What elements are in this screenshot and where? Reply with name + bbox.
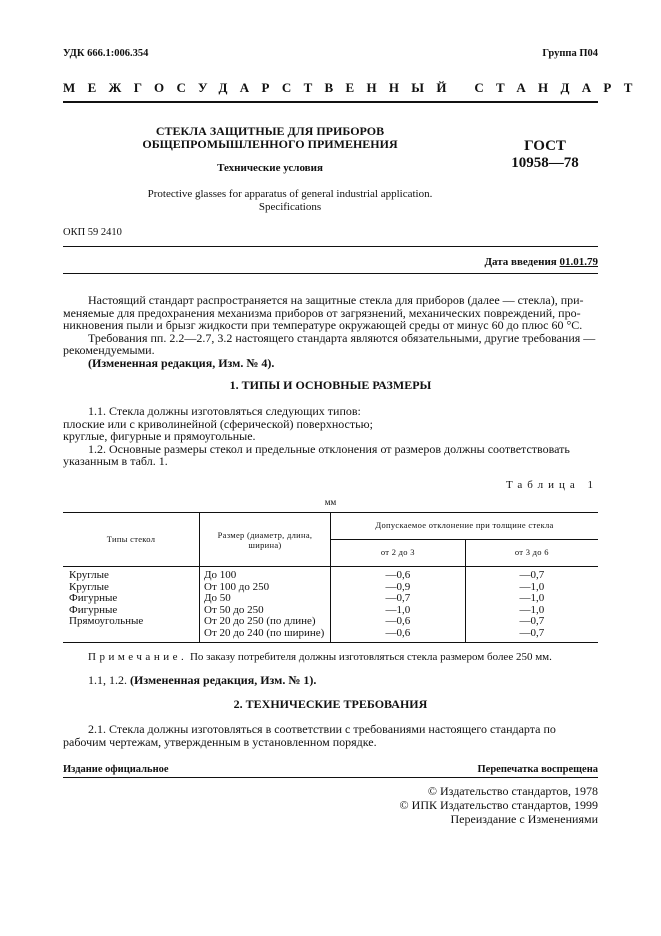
table-note bbox=[88, 651, 552, 663]
banner-rule bbox=[63, 101, 598, 103]
cell-size: От 100 до 250 bbox=[200, 582, 331, 594]
intro-date bbox=[484, 256, 598, 268]
udk-code: УДК 666.1:006.354 bbox=[63, 48, 149, 59]
header-thickness-1: от 2 до 3 bbox=[331, 540, 466, 567]
gost-number: 10958—78 bbox=[511, 155, 579, 171]
intro-paragraph bbox=[63, 294, 598, 369]
cell-t2: —0,7 bbox=[519, 626, 545, 639]
cell-type: Круглые bbox=[63, 567, 200, 582]
section-1-line: 1.1. Стекла должны изготовляться следующих типов: bbox=[88, 404, 361, 418]
note-text: По заказу потребителя должны изготовляться стекла размером более 250 мм. bbox=[189, 651, 552, 663]
okp-rule bbox=[63, 246, 598, 247]
cell-t1: —0,6 bbox=[331, 628, 466, 643]
cell-type: Прямоугольные bbox=[63, 616, 200, 628]
section-1-line: плоские или с криволинейной (сферической) поверхностью; bbox=[63, 416, 373, 431]
cell-type: Фигурные bbox=[63, 593, 200, 605]
cell-t1: —0,7 bbox=[331, 593, 466, 605]
cell-t1: —0,9 bbox=[331, 582, 466, 594]
header-size: Размер (диаметр, длина, ширина) bbox=[200, 513, 331, 567]
header-tolerance: Допускаемое отклонение при толщине стекла bbox=[331, 513, 599, 540]
section-2-body bbox=[63, 723, 598, 748]
gost-designation bbox=[490, 138, 600, 172]
table-row bbox=[63, 593, 598, 605]
title-line-2: ОБЩЕПРОМЫШЛЕННОГО ПРИМЕНЕНИЯ bbox=[142, 137, 398, 151]
section-2-line: рабочим чертежам, утвержденным в установленном порядке. bbox=[63, 734, 377, 749]
cell-type: Фигурные bbox=[63, 605, 200, 617]
section-1-heading: 1. ТИПЫ И ОСНОВНЫЕ РАЗМЕРЫ bbox=[229, 378, 432, 392]
dimensions-table bbox=[63, 512, 598, 643]
cell-t1: —1,0 bbox=[331, 605, 466, 617]
cell-t2: —0,7 bbox=[519, 569, 545, 581]
section-1-line: круглые, фигурные и прямоугольные. bbox=[63, 429, 256, 443]
cell-type bbox=[63, 628, 200, 643]
title-line-1: СТЕКЛА ЗАЩИТНЫЕ ДЛЯ ПРИБОРОВ bbox=[155, 124, 385, 138]
section-2-heading: 2. ТЕХНИЧЕСКИЕ ТРЕБОВАНИЯ bbox=[233, 697, 428, 711]
table-row bbox=[63, 582, 598, 594]
cell-size: От 20 до 240 (по ширине) bbox=[200, 628, 331, 643]
okp-code: ОКП 59 2410 bbox=[63, 227, 122, 238]
gost-label: ГОСТ bbox=[524, 138, 566, 154]
header-thickness-2: от 3 до 6 bbox=[514, 547, 549, 558]
cell-t2: —1,0 bbox=[519, 580, 545, 593]
table-row bbox=[63, 616, 598, 628]
cell-type: Круглые bbox=[63, 582, 200, 594]
document-title bbox=[80, 125, 460, 151]
footer-rule bbox=[63, 777, 598, 778]
note-label: Примечание. bbox=[88, 651, 188, 663]
intro-line: никновения пыли и брызг жидкости при температуре окружающей среды от минус 60 до плюс 60 °С. bbox=[63, 318, 583, 332]
intro-revision: (Измененная редакция, Изм. № 4). bbox=[88, 355, 275, 370]
subtitle: Технические условия bbox=[217, 162, 323, 174]
table-row bbox=[63, 605, 598, 617]
cell-t1: —0,6 bbox=[331, 567, 466, 582]
table-row bbox=[63, 567, 598, 582]
cell-t2: —0,7 bbox=[519, 615, 545, 627]
cell-t2: —1,0 bbox=[519, 603, 545, 616]
cell-size: До 100 bbox=[200, 567, 331, 582]
standard-banner: МЕЖГОСУДАРСТВЕННЫЙ СТАНДАРТ bbox=[63, 80, 645, 95]
copyright-1999: © ИПК Издательство стандартов, 1999 bbox=[399, 798, 598, 812]
cell-size: До 50 bbox=[200, 593, 331, 605]
section-1-body bbox=[63, 405, 598, 468]
copyright-block bbox=[400, 784, 598, 826]
group-code: Группа П04 bbox=[542, 48, 598, 59]
cell-size: От 20 до 250 (по длине) bbox=[200, 616, 331, 628]
english-title-line-1: Protective glasses for apparatus of general industrial application. bbox=[147, 188, 433, 200]
table-row bbox=[63, 628, 598, 643]
intro-date-label: Дата введения bbox=[484, 256, 557, 268]
reissue-note: Переиздание с Изменениями bbox=[450, 812, 598, 826]
header-type: Типы стекол bbox=[63, 513, 200, 567]
cell-t1: —0,6 bbox=[331, 616, 466, 628]
english-title bbox=[80, 188, 500, 214]
section-1-line: 1.2. Основные размеры стекол и предельные отклонения от размеров должны соответствовать bbox=[88, 441, 570, 456]
table-label: Таблица 1 bbox=[505, 479, 598, 491]
revision-2-prefix: 1.1, 1.2. bbox=[88, 673, 127, 687]
reprint-prohibited: Перепечатка воспрещена bbox=[477, 764, 598, 775]
intro-line: Настоящий стандарт распространяется на защитные стекла для приборов (далее — стекла), при- bbox=[88, 293, 584, 307]
date-rule bbox=[63, 273, 598, 274]
cell-t2: —1,0 bbox=[519, 592, 545, 604]
copyright-1978: © Издательство стандартов, 1978 bbox=[427, 784, 598, 798]
section-2-line: 2.1. Стекла должны изготовляться в соответствии с требованиями настоящего стандарта по bbox=[88, 722, 556, 736]
intro-line: меняемые для предохранения механизма приборов от загрязнений, механических повреждений, про- bbox=[63, 305, 581, 320]
cell-size: От 50 до 250 bbox=[200, 605, 331, 617]
intro-line: Требования пп. 2.2—2.7, 3.2 настоящего стандарта являются обязательными, другие требования — bbox=[88, 330, 596, 345]
table-unit: мм bbox=[324, 497, 337, 507]
english-title-line-2: Specifications bbox=[258, 201, 322, 213]
intro-line: рекомендуемыми. bbox=[63, 343, 155, 357]
official-edition: Издание официальное bbox=[63, 764, 169, 775]
revision-note-2 bbox=[88, 673, 316, 688]
revision-2-text: (Измененная редакция, Изм. № 1). bbox=[130, 673, 317, 687]
section-1-line: указанным в табл. 1. bbox=[63, 454, 168, 468]
intro-date-value: 01.01.79 bbox=[559, 256, 598, 268]
